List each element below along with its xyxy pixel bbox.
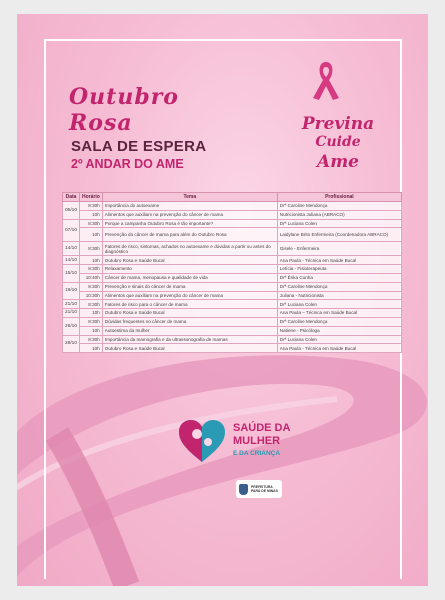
- theme-cell: Importância da mamografia e da ultrassonografia de mamas: [102, 335, 277, 344]
- saude-mulher-logo: [177, 416, 307, 466]
- table-header-row: [63, 193, 402, 202]
- time-cell: 8:30h: [80, 300, 103, 309]
- table-row: [63, 300, 402, 309]
- professional-cell: Ana Paula - Técnica em Saúde Bucal: [277, 256, 401, 265]
- heart-mother-child-icon: [177, 418, 227, 464]
- table-row: [63, 282, 402, 291]
- theme-cell: Fatores de risco para o câncer de mama: [102, 300, 277, 309]
- table-row: [63, 210, 402, 219]
- badge-word: Cuide: [315, 134, 361, 150]
- badge-word: Previna: [301, 114, 375, 134]
- theme-cell: Outubro Rosa e Saúde Bucal: [102, 309, 277, 318]
- theme-cell: Autoestima da mulher: [102, 326, 277, 335]
- previna-cuide-ame-badge: [273, 74, 403, 186]
- professional-cell: Drª Caroline Mendonça: [277, 282, 401, 291]
- professional-cell: Natiene - Psicóloga: [277, 326, 401, 335]
- theme-cell: Outubro Rosa e Saúde Bucal: [102, 256, 277, 265]
- crest-icon: [239, 484, 248, 495]
- subtitle-floor: 2º ANDAR DO AME: [71, 157, 184, 171]
- prefeitura-line-1: PREFEITURA: [251, 485, 273, 489]
- time-cell: 8:30h: [80, 335, 103, 344]
- professional-cell: Drª Luciana Colen: [277, 335, 401, 344]
- professional-cell: Drª Caroline Mendonça: [277, 317, 401, 326]
- badge-word: Ame: [317, 152, 359, 172]
- theme-cell: Outubro Rosa e Saúde Bucal: [102, 344, 277, 353]
- time-cell: 8:30h: [80, 219, 103, 228]
- time-cell: 8:30h: [80, 282, 103, 291]
- subtitle-waiting-room: SALA DE ESPERA: [71, 138, 207, 155]
- professional-cell: Gisele - Enfermeira: [277, 242, 401, 256]
- table-row: [63, 317, 402, 326]
- prefeitura-line-2: PARÁ DE MINAS: [251, 489, 278, 493]
- theme-cell: Alimentos que auxiliam na prevenção do câncer de mama: [102, 210, 277, 219]
- table-row: [63, 202, 402, 211]
- theme-cell: Fatores de risco, sintomas, achados no autoexame e dúvidas a partir ou antes do diagnóstico: [102, 242, 277, 256]
- date-cell: 05/10: [63, 202, 80, 220]
- date-cell: 15/10: [63, 265, 80, 283]
- professional-cell: Drª Caroline Mendonça: [277, 202, 401, 211]
- professional-cell: Drª Érika Cunha: [277, 273, 401, 282]
- time-cell: 10h: [80, 256, 103, 265]
- theme-cell: Prevenção e sinais do câncer de mama: [102, 282, 277, 291]
- time-cell: 8:30h: [80, 265, 103, 274]
- date-cell: 14/10: [63, 256, 80, 265]
- time-cell: 10:40h: [80, 273, 103, 282]
- table-row: [63, 344, 402, 353]
- column-header: Data: [63, 193, 80, 202]
- professional-cell: Nutricionista Juliana (ABRACO): [277, 210, 401, 219]
- professional-cell: Juliana - Nutricionista: [277, 291, 401, 300]
- prefeitura-logo: [236, 480, 282, 498]
- date-cell: 21/10: [63, 300, 80, 309]
- time-cell: 10h: [80, 309, 103, 318]
- professional-cell: Drª Luciana Colen: [277, 219, 401, 228]
- table-row: [63, 242, 402, 256]
- professional-cell: Drª Luciana Colen: [277, 300, 401, 309]
- professional-cell: Ana Paula - Técnica em Saúde Bucal: [277, 344, 401, 353]
- event-poster: [17, 14, 428, 586]
- schedule-table: [62, 192, 402, 353]
- logo-line-1: SAÚDE DA: [233, 422, 291, 434]
- column-header: Profissional: [277, 193, 401, 202]
- theme-cell: Porque a campanha Outubro Rosa é tão importante?: [102, 219, 277, 228]
- poster-title: Outubro Rosa: [69, 84, 179, 136]
- theme-cell: Alimentos que auxiliam na prevenção do câncer de mama: [102, 291, 277, 300]
- date-cell: 26/10: [63, 317, 80, 335]
- date-cell: 19/10: [63, 282, 80, 300]
- table-row: [63, 291, 402, 300]
- table-row: [63, 265, 402, 274]
- theme-cell: Dúvidas frequentes no câncer de mama: [102, 317, 277, 326]
- table-row: [63, 326, 402, 335]
- professional-cell: Letícia - Fisioterapeuta: [277, 265, 401, 274]
- time-cell: 10h: [80, 326, 103, 335]
- table-row: [63, 309, 402, 318]
- time-cell: 10h: [80, 210, 103, 219]
- table-row: [63, 256, 402, 265]
- prefeitura-text: [251, 485, 278, 493]
- theme-cell: Relaxamento: [102, 265, 277, 274]
- date-cell: 28/10: [63, 335, 80, 353]
- theme-cell: Importância do autoexame: [102, 202, 277, 211]
- theme-cell: Câncer de mama, menopausa e qualidade de vida: [102, 273, 277, 282]
- time-cell: 10:30h: [80, 291, 103, 300]
- logo-line-2: MULHER: [233, 435, 281, 447]
- column-header: Tema: [102, 193, 277, 202]
- time-cell: 8:30h: [80, 242, 103, 256]
- column-header: Horário: [80, 193, 103, 202]
- logo-line-3: E DA CRIANÇA: [233, 450, 281, 457]
- table-row: [63, 219, 402, 228]
- professional-cell: Laidylane Brito Enfermeira (Coordenadora ABRACO): [277, 228, 401, 242]
- date-cell: 07/10: [63, 219, 80, 242]
- time-cell: 8:30h: [80, 202, 103, 211]
- time-cell: 10h: [80, 228, 103, 242]
- time-cell: 8:30h: [80, 317, 103, 326]
- theme-cell: Prevenção do câncer de mama para além do Outubro Rosa: [102, 228, 277, 242]
- table-row: [63, 335, 402, 344]
- date-cell: 21/10: [63, 309, 80, 318]
- time-cell: 10h: [80, 344, 103, 353]
- date-cell: 14/10: [63, 242, 80, 256]
- table-row: [63, 228, 402, 242]
- professional-cell: Ana Paula – Técnica em Saúde Bucal: [277, 309, 401, 318]
- table-row: [63, 273, 402, 282]
